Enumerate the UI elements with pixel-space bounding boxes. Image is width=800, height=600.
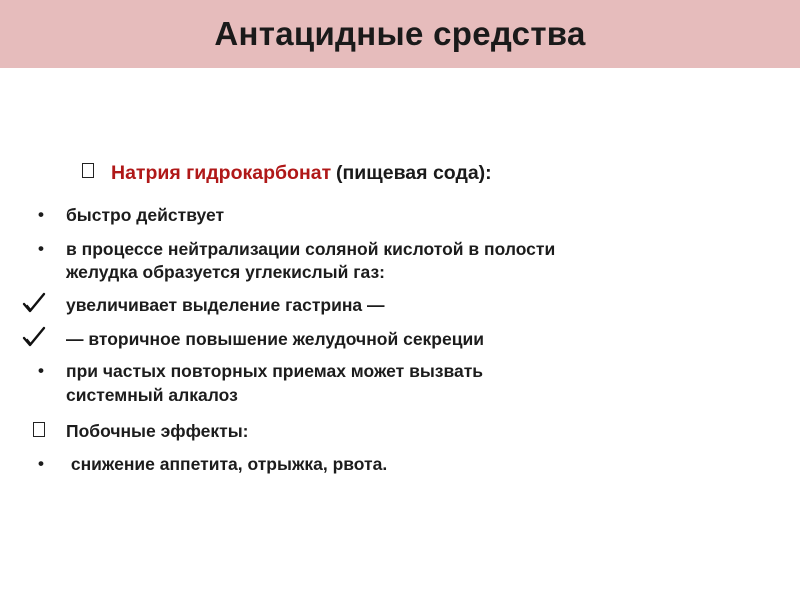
slide-title: Антацидные средства	[214, 15, 586, 52]
bullet-icon: •	[38, 454, 44, 473]
list-item: снижение аппетита, отрыжка, рвота.	[66, 454, 388, 474]
heading-main: Натрия гидрокарбонат	[111, 162, 332, 184]
square-marker-icon	[33, 422, 45, 437]
bullet-icon: •	[38, 239, 44, 258]
checkmark-icon	[22, 326, 46, 348]
bullet-icon: •	[38, 205, 44, 224]
heading-paren: (пищевая сода):	[336, 162, 492, 184]
list-item-line-2: системный алкалоз	[66, 385, 238, 405]
list-item: — вторичное повышение желудочной секреции	[66, 329, 485, 349]
section-heading	[111, 162, 492, 184]
list-item-line-1: при частых повторных приемах может вызвать	[66, 361, 484, 381]
list-item: увеличивает выделение гастрина —	[66, 295, 385, 315]
side-effects-heading: Побочные эффекты:	[66, 421, 249, 441]
list-item: быстро действует	[66, 205, 225, 225]
square-marker-icon	[82, 163, 94, 178]
list-item-line-2: желудка образуется углекислый газ:	[66, 262, 385, 282]
list-item-line-1: в процессе нейтрализации соляной кислотой в полости	[66, 239, 556, 259]
checkmark-icon	[22, 292, 46, 314]
bullet-icon: •	[38, 361, 44, 380]
